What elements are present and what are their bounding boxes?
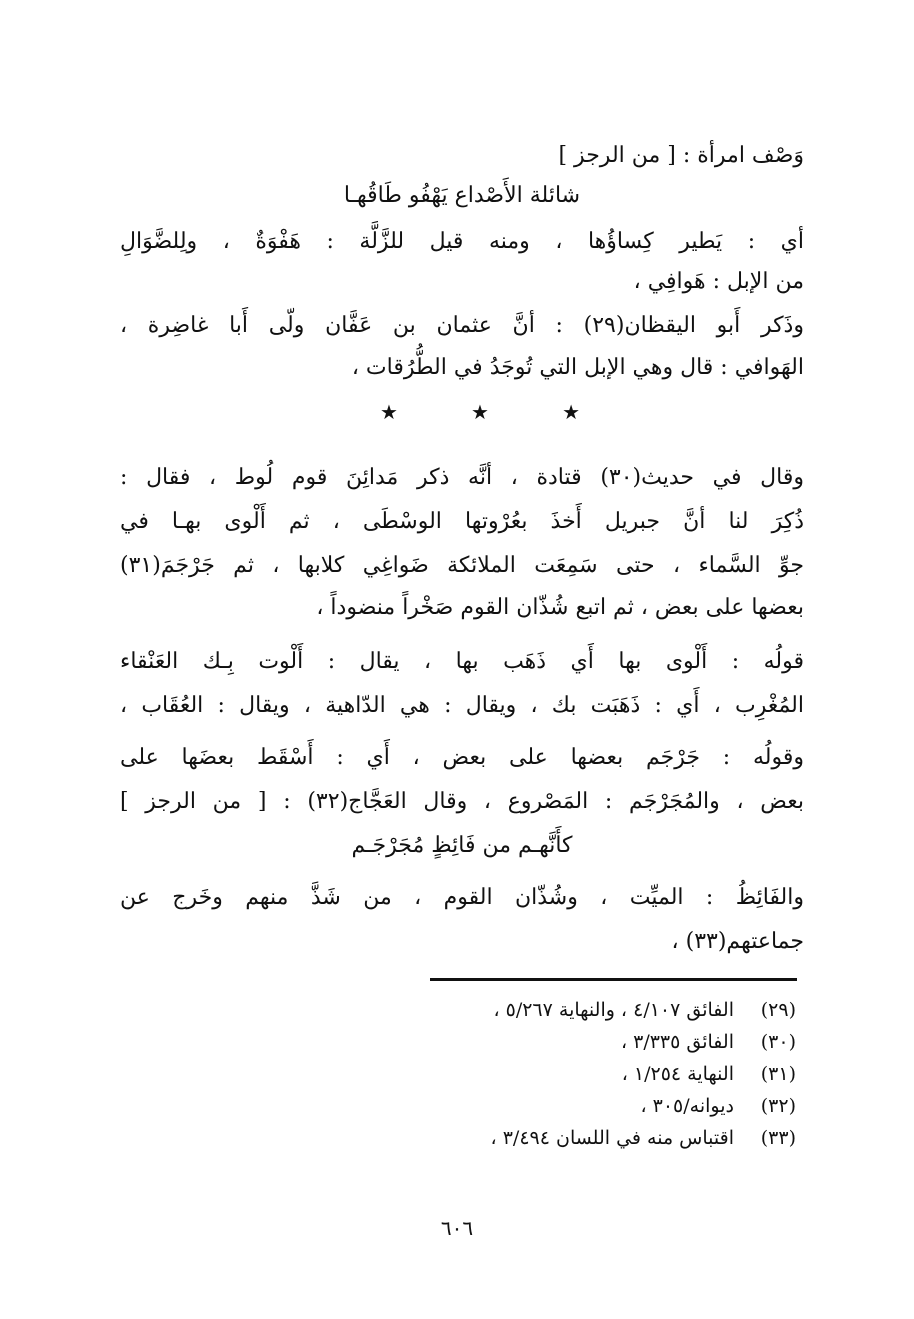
footnote [376,1028,796,1056]
footnote [376,1124,796,1152]
footnote-text: الفائق ٤/١٠٧ ، والنهاية ٥/٢٦٧ ، [493,999,734,1021]
footnote-number: (٣٣) [760,1127,796,1149]
footnote [376,996,796,1024]
footnote-number: (٢٩) [760,999,796,1021]
body-line: الهَوافي : قال وهي الإبل التي تُوجَدُ في الطُّرُقات ، [351,355,804,380]
footnote-divider [430,978,797,981]
footnote [376,1092,796,1120]
body-line: وذَكر أَبو اليقظان(٢٩) : أنَّ عثمان بن عَفَّان ولّى أَبا غاضِرة ، [120,313,804,338]
star-icon: ★ [562,400,580,424]
body-line: وقولُه : جَرْجَم بعضها على بعض ، أَي : أَسْقَط بعضَها على [120,745,804,770]
body-line: والفَائِظُ : الميِّت ، وشُذّان القوم ، من شَذَّ منهم وخَرج عن [120,885,804,910]
body-line: المُغْرِب ، أَي : ذَهَبَت بك ، ويقال : هي الدّاهية ، ويقال : العُقَاب ، [120,693,804,718]
footnote-number: (٣١) [760,1063,796,1085]
body-line: وَصْف امرأة : [ من الرجز ] [558,143,804,168]
body-line: أي : يَطير كِساؤُها ، ومنه قيل للزَّلَّة : هَفْوَةٌ ، ولِلضَّوَالِ [120,229,804,254]
body-line: بعض ، والمُجَرْجَم : المَصْروع ، وقال العَجَّاج(٣٢) : [ من الرجز ] [120,789,804,814]
footnote-number: (٣٢) [760,1095,796,1117]
body-line: جماعتهم(٣٣) ، [671,929,804,954]
footnote [376,1060,796,1088]
footnote-text: اقتباس منه في اللسان ٣/٤٩٤ ، [490,1127,734,1149]
page-number: ٦٠٦ [440,1216,474,1240]
footnote-text: النهاية ١/٢٥٤ ، [621,1063,734,1085]
body-line: ذُكِرَ لنا أنَّ جبريل أَخذَ بعُرْوتها الوسْطَى ، ثم أَلْوى بهـا في [120,509,804,534]
verse-line: كأَنَّهـم من فَائِظٍ مُجَرْجَـم [351,833,573,858]
star-icon: ★ [471,400,489,424]
section-divider [380,400,580,424]
body-line: وقال في حديث(٣٠) قتادة ، أنَّه ذكر مَدائِنَ قوم لُوط ، فقال : [120,465,804,490]
star-icon: ★ [380,400,398,424]
body-line: قولُه : أَلْوى بها أَي ذَهَب بها ، يقال : أَلْوت بِـك العَنْقاء [120,649,804,674]
body-line: بعضها على بعض ، ثم اتبع شُذّان القوم صَخْراً منضوداً ، [316,595,804,620]
verse-line: شائلة الأَصْداع يَهْفُو طَاقُهـا [343,183,581,208]
footnote-text: الفائق ٣/٣٣٥ ، [620,1031,734,1053]
body-line: من الإبل : هَوافِي ، [633,269,804,294]
footnote-number: (٣٠) [760,1031,796,1053]
body-line: جوِّ السَّماء ، حتى سَمِعَت الملائكة ضَواغِي كلابها ، ثم جَرْجَمَ(٣١) [120,553,804,578]
footnote-text: ديوانه/٣٠٥ ، [640,1095,734,1117]
